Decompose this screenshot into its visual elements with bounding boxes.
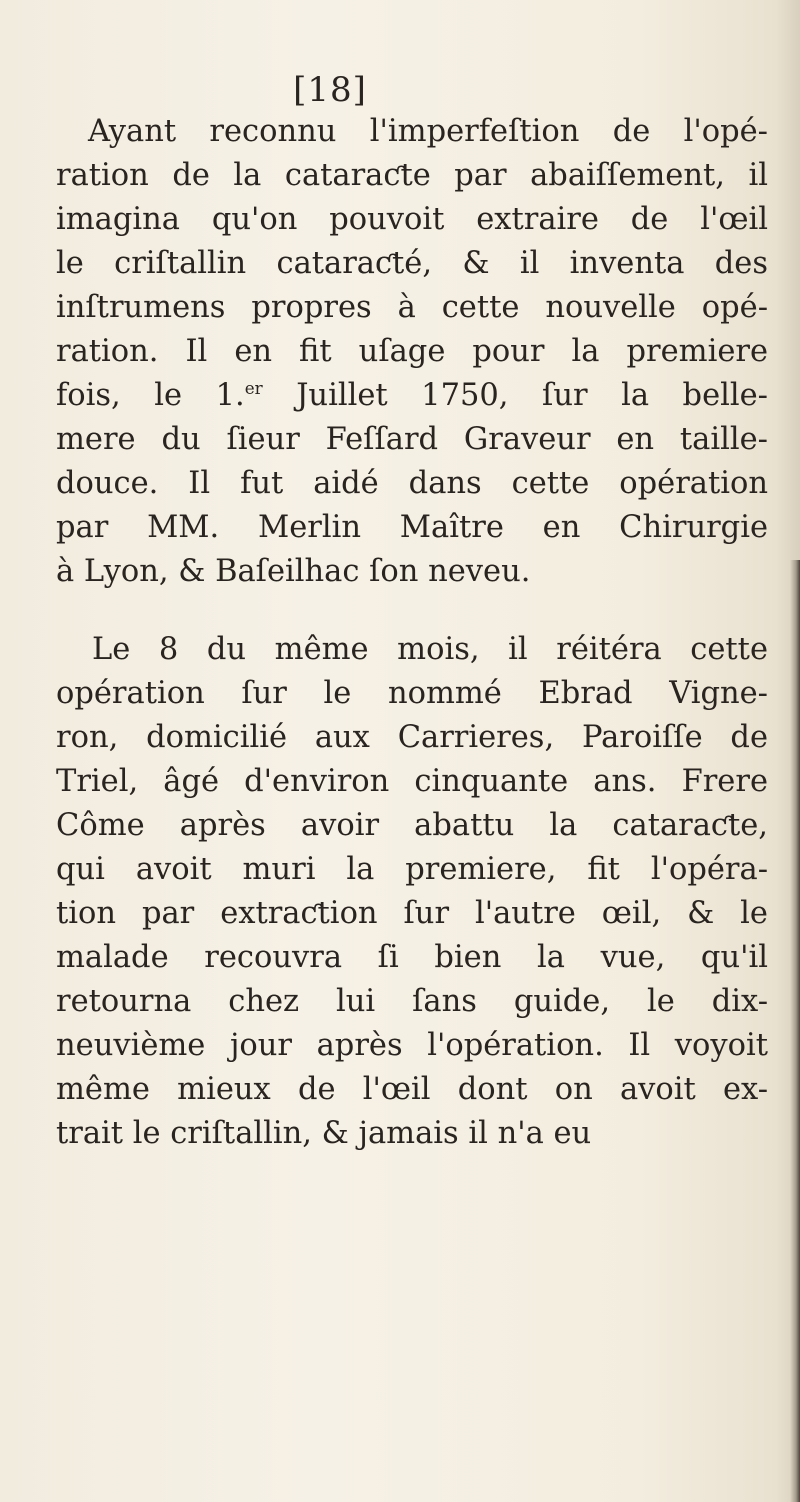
text-line: fois, le 1.$^{er}$ Juillet 1750, ſur la belle- xyxy=(56,377,768,413)
text-line: inſtrumens propres à cette nouvelle opé- xyxy=(56,290,768,325)
text-line: retourna chez lui ſans guide, le dix- xyxy=(56,984,768,1019)
text-line: à Lyon, & Baſeilhac ſon neveu. xyxy=(56,554,531,589)
text-line: ron, domicilié aux Carrieres, Paroiſſe de xyxy=(56,720,768,755)
text-line: trait le criſtallin, & jamais il n'a eu xyxy=(56,1116,592,1151)
text-line: Ayant reconnu l'imperfeſtion de l'opé- xyxy=(88,114,768,149)
text-line: douce. Il fut aidé dans cette opération xyxy=(56,466,768,501)
page-number: [18] xyxy=(293,70,367,110)
text-line: Le 8 du même mois, il réitéra cette xyxy=(92,632,768,667)
text-line: ration. Il en fit uſage pour la premiere xyxy=(56,334,768,369)
text-line: neuvième jour après l'opération. Il voyoit xyxy=(56,1028,768,1063)
text-line: mere du ſieur Feſſard Graveur en taille- xyxy=(56,422,768,457)
body-text xyxy=(56,110,768,1156)
text-line: Triel, âgé d'environ cinquante ans. Frere xyxy=(56,764,768,799)
text-line: le criſtallin cataraƈté, & il inventa des xyxy=(56,246,768,281)
text-line: par MM. Merlin Maître en Chirurgie xyxy=(56,510,768,545)
text-line: qui avoit muri la premiere, fit l'opéra- xyxy=(56,852,768,887)
text-line: opération ſur le nommé Ebrad Vigne- xyxy=(56,676,768,711)
text-line: tion par extraƈtion ſur l'autre œil, & le xyxy=(56,896,768,931)
text-line: même mieux de l'œil dont on avoit ex- xyxy=(56,1072,768,1107)
text-line: Côme après avoir abattu la cataraƈte, xyxy=(56,808,768,843)
text-line: malade recouvra ſi bien la vue, qu'il xyxy=(56,940,768,975)
page-edge-shadow xyxy=(790,560,800,1502)
text-line: imagina qu'on pouvoit extraire de l'œil xyxy=(56,202,768,237)
paragraph-2 xyxy=(56,628,768,1156)
text-line: ration de la cataraƈte par abaiſſement, il xyxy=(56,158,768,193)
paragraph-1 xyxy=(56,110,768,594)
